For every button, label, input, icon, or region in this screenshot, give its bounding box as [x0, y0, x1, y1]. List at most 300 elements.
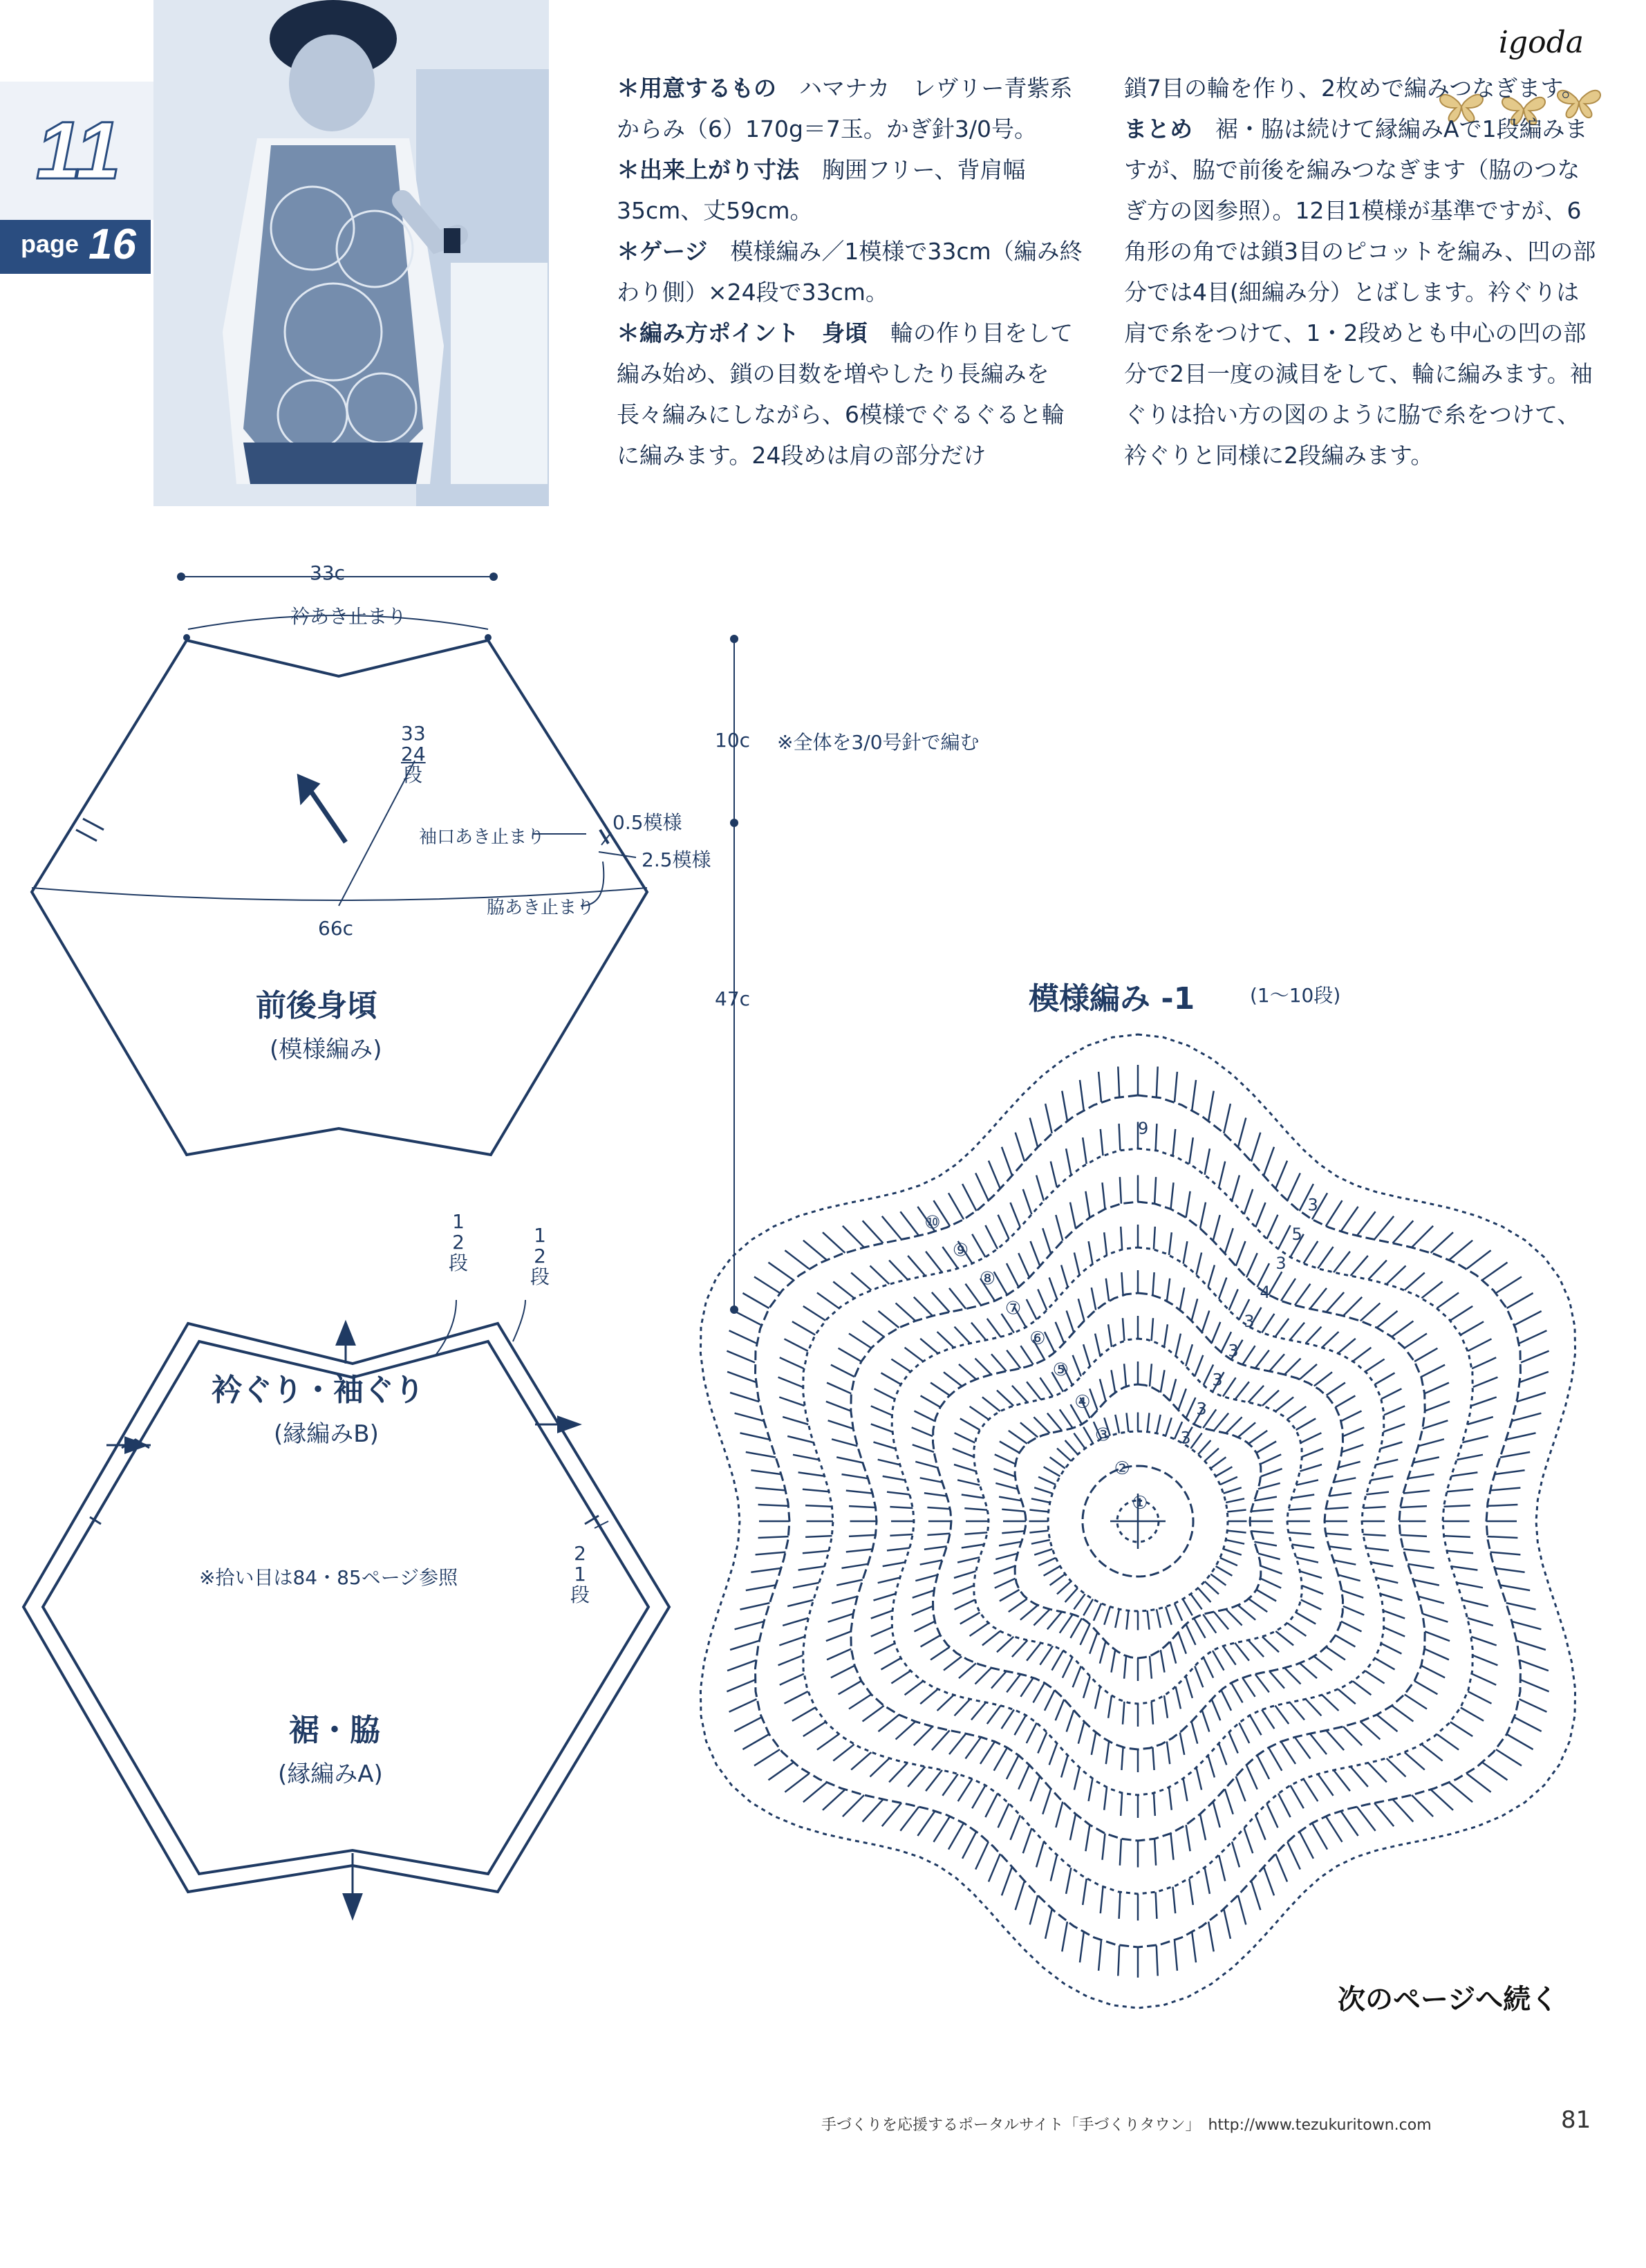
- chart-stitch: [1208, 1756, 1215, 1778]
- chart-stitch: [849, 1506, 876, 1507]
- chart-stitch: [1157, 1609, 1161, 1628]
- chart-stitch: [1186, 1397, 1196, 1418]
- chart-stitch: [975, 1359, 991, 1375]
- chart-stitch: [1101, 1887, 1103, 1913]
- chart-stitch: [1083, 1427, 1093, 1444]
- chart-stitch: [803, 1551, 829, 1554]
- chart-stitch: [1198, 1588, 1210, 1602]
- chart-stitch: [905, 1348, 924, 1361]
- chart-stitch: [1251, 1531, 1274, 1533]
- continue-next-page: 次のページへ続く: [1338, 1984, 1559, 2016]
- chart-stitch: [1327, 1383, 1345, 1395]
- chart-stitch: [1238, 1606, 1255, 1620]
- chart-stitch: [1216, 1467, 1233, 1476]
- chart-stitch: [1290, 1702, 1304, 1720]
- chart-stitch: [1384, 1628, 1405, 1637]
- chart-stitch: [1210, 1457, 1226, 1468]
- chart-stitch: [993, 1566, 1015, 1574]
- chart-stitch: [920, 1560, 942, 1564]
- chart-stitch: [843, 1226, 864, 1247]
- chart-stitch: [1154, 1793, 1155, 1816]
- chart-stitch: [1266, 1803, 1278, 1828]
- chart-stitch: [1425, 1649, 1449, 1660]
- chart-stitch: [851, 1752, 871, 1769]
- chart-stitch: [994, 1272, 1007, 1294]
- chart-stitch: [985, 1225, 998, 1249]
- chart-stitch: [982, 1397, 1000, 1412]
- chart-stitch: [1425, 1631, 1450, 1641]
- chart-stitch: [1067, 1710, 1074, 1731]
- chart-stitch: [896, 1303, 916, 1321]
- chart-stitch: [1044, 1467, 1060, 1476]
- chart-stitch: [1284, 1359, 1300, 1375]
- chart-stitch: [1314, 1372, 1332, 1386]
- chart-stitch: [1506, 1603, 1536, 1610]
- chart-stitch: [937, 1332, 954, 1348]
- chart-stitch: [1326, 1200, 1343, 1226]
- chart-stitch: [1296, 1557, 1318, 1562]
- chart-stitch: [1351, 1767, 1368, 1787]
- neck-armhole-subtitle: (縁編みB): [274, 1420, 379, 1448]
- chart-stitch: [1471, 1637, 1496, 1646]
- chart-stitch: [1300, 1571, 1322, 1578]
- chart-stitch: [826, 1402, 851, 1411]
- chart-stitch: [1208, 1922, 1214, 1951]
- chart-stitch: [1212, 1322, 1221, 1344]
- chart-stitch: [1371, 1562, 1394, 1566]
- chart-stitch: [1381, 1594, 1403, 1601]
- chart-stitch: [793, 1583, 819, 1588]
- chart-stitch: [879, 1715, 899, 1731]
- chart-stitch: [1326, 1507, 1349, 1509]
- chart-stitch: [1334, 1478, 1356, 1482]
- chart-stitch: [1238, 1118, 1246, 1148]
- chart-stitch: [1407, 1474, 1434, 1478]
- chart-stitch: [1495, 1568, 1525, 1572]
- chart-stitch: [1423, 1614, 1448, 1622]
- chart-stitch: [975, 1842, 989, 1870]
- chart-stitch: [1192, 1722, 1198, 1744]
- chart-stitch: [1376, 1578, 1398, 1583]
- chart-stitch: [995, 1454, 1016, 1464]
- chart-stitch: [1169, 1787, 1172, 1810]
- chart-stitch: [1148, 1413, 1150, 1431]
- chart-stitch: [1407, 1564, 1434, 1568]
- chart-stitch: [1375, 1373, 1395, 1385]
- chart-stitch: [1062, 1922, 1067, 1951]
- chart-stitch: [1020, 1606, 1038, 1620]
- chart-stitch: [803, 1722, 825, 1736]
- chart-stitch: [1257, 1442, 1277, 1453]
- chart-stitch: [1038, 1732, 1047, 1753]
- chart-stitch: [908, 1256, 925, 1276]
- chart-stitch: [1262, 1314, 1274, 1333]
- chart-round-label: ⑨: [952, 1240, 969, 1261]
- chart-stitch: [863, 1799, 883, 1821]
- chart-stitch: [1049, 1278, 1057, 1299]
- chart-stitch: [1027, 1723, 1037, 1744]
- chart-stitch: [1258, 1483, 1280, 1489]
- chart-stitch: [1519, 1330, 1547, 1344]
- chart-stitch: [1157, 1415, 1161, 1433]
- model-photo: [153, 0, 549, 506]
- chart-stitch: [1403, 1491, 1430, 1494]
- chart-stitch: [1214, 1413, 1228, 1431]
- chart-stitch: [1496, 1276, 1522, 1293]
- chart-stitch: [1296, 1480, 1318, 1485]
- chart-stitch: [1368, 1261, 1387, 1280]
- chart-stitch: [754, 1276, 780, 1293]
- chart-stitch: [1104, 1787, 1107, 1810]
- chart-stitch: [1329, 1493, 1352, 1496]
- chart-stitch: [1023, 1828, 1032, 1853]
- chart-stitch: [1334, 1770, 1350, 1791]
- chart-stitch: [1123, 1702, 1124, 1725]
- chart-stitch: [831, 1365, 854, 1377]
- chart-stitch: [1060, 1409, 1073, 1428]
- chart-stitch: [994, 1747, 1007, 1770]
- chart-chain-count: 9: [1138, 1119, 1149, 1138]
- chart-stitch: [1060, 1615, 1073, 1633]
- chart-stitch: [1287, 1173, 1300, 1201]
- chart-stitch: [1351, 1256, 1368, 1276]
- chart-stitch: [1291, 1785, 1304, 1808]
- chart-stitch: [1012, 1386, 1028, 1402]
- chart-stitch: [769, 1263, 794, 1280]
- chart-stitch: [1121, 1793, 1122, 1816]
- chart-stitch: [995, 1483, 1018, 1489]
- chart-chain-count: 3: [1244, 1312, 1255, 1332]
- chart-stitch: [792, 1321, 815, 1335]
- chart-stitch: [785, 1691, 808, 1704]
- chart-stitch: [989, 1854, 1000, 1882]
- chart-stitch: [1462, 1436, 1488, 1442]
- chart-stitch: [1490, 1488, 1521, 1491]
- chart-stitch: [1007, 1756, 1019, 1779]
- chart-stitch: [1500, 1585, 1530, 1590]
- chart-stitch: [1119, 1892, 1121, 1919]
- chart-stitch: [1227, 1510, 1246, 1512]
- chart-stitch: [742, 1293, 769, 1308]
- chart-stitch: [1451, 1472, 1477, 1476]
- chart-stitch: [1152, 1747, 1154, 1770]
- chart-stitch: [805, 1505, 832, 1507]
- chart-stitch: [1074, 1767, 1080, 1790]
- chart-stitch: [1009, 1599, 1027, 1612]
- chart-stitch: [1306, 1699, 1322, 1716]
- chart-stitch: [1258, 1554, 1280, 1560]
- chart-chain-count: 5: [1291, 1224, 1302, 1244]
- chart-stitch: [1156, 1892, 1157, 1919]
- chart-stitch: [1219, 1855, 1225, 1881]
- chart-stitch: [785, 1250, 809, 1269]
- chart-stitch: [827, 1649, 851, 1660]
- chart-stitch: [1449, 1783, 1472, 1802]
- chart-stitch: [1030, 1118, 1038, 1148]
- chart-stitch: [1318, 1774, 1333, 1796]
- chart-stitch: [1092, 1288, 1096, 1310]
- chart-stitch: [875, 1644, 895, 1654]
- chart-stitch: [1262, 1710, 1274, 1729]
- chart-stitch: [1360, 1722, 1381, 1740]
- chart-stitch: [1229, 1290, 1238, 1310]
- chart-stitch: [1340, 1207, 1358, 1231]
- chart-stitch: [1287, 1623, 1306, 1636]
- chart-stitch: [828, 1614, 854, 1622]
- chart-stitch: [874, 1442, 896, 1449]
- chart-stitch: [1334, 1560, 1356, 1564]
- chart-stitch: [1031, 1540, 1050, 1544]
- chart-stitch: [833, 1745, 854, 1761]
- chart-stitch: [1205, 1449, 1219, 1461]
- chart-stitch: [785, 1339, 808, 1351]
- chart-stitch: [1375, 1658, 1395, 1670]
- neck-armhole-title: 衿ぐり・袖ぐり: [212, 1373, 424, 1408]
- chart-stitch: [1275, 1161, 1287, 1189]
- chart-stitch: [1213, 1802, 1220, 1828]
- chart-stitch: [1255, 1350, 1269, 1368]
- chart-stitch: [785, 1774, 809, 1792]
- chart-stitch: [1040, 1646, 1053, 1664]
- chart-stitch: [921, 1635, 941, 1647]
- chart-stitch: [1269, 1747, 1282, 1770]
- instructions-column-2: [1124, 68, 1598, 476]
- chart-stitch: [1461, 1708, 1484, 1721]
- chart-stitch: [1506, 1433, 1536, 1440]
- chart-stitch: [1374, 1803, 1394, 1827]
- chart-stitch: [1034, 1417, 1049, 1433]
- chart-stitch: [1248, 1599, 1267, 1612]
- chart-round-label: ①: [1132, 1493, 1148, 1514]
- chart-stitch: [1235, 1382, 1249, 1400]
- chart-stitch: [1186, 1624, 1196, 1645]
- chart-round-label: ③: [1094, 1424, 1112, 1446]
- chart-stitch: [1213, 1651, 1224, 1671]
- chart-stitch: [871, 1628, 892, 1637]
- chart-stitch: [1336, 1635, 1356, 1647]
- chart-stitch: [1278, 1794, 1291, 1817]
- width-top-label: 33c: [310, 561, 346, 584]
- chart-stitch: [1515, 1718, 1542, 1731]
- chart-stitch: [1030, 1895, 1038, 1925]
- chart-stitch: [1101, 1129, 1103, 1155]
- chart-stitch: [1300, 1465, 1322, 1471]
- chart-stitch: [955, 1699, 971, 1716]
- chart-stitch: [1108, 1324, 1112, 1347]
- chart-stitch: [1419, 1597, 1444, 1604]
- chart-stitch: [1098, 1940, 1101, 1971]
- chart-stitch: [803, 1240, 827, 1260]
- chart-stitch: [1154, 1177, 1156, 1204]
- chart-stitch: [817, 1734, 839, 1749]
- chart-stitch: [1152, 1272, 1154, 1295]
- chart-stitch: [1104, 1232, 1107, 1255]
- chart-stitch: [1083, 1344, 1090, 1366]
- chart-round-label: ⑧: [979, 1268, 996, 1290]
- chart-stitch: [1483, 1763, 1508, 1780]
- chart-stitch: [729, 1330, 757, 1344]
- chart-stitch: [949, 1733, 966, 1754]
- chart-stitch: [1070, 1814, 1076, 1841]
- needle-note: ※全体を3/0号針で編む: [777, 731, 980, 754]
- chart-stitch: [1124, 1364, 1126, 1386]
- chart-stitch: [1036, 1175, 1044, 1201]
- chart-stitch: [1334, 1252, 1350, 1272]
- chart-stitch: [1387, 1758, 1406, 1777]
- chart-stitch: [1152, 1318, 1153, 1341]
- chart-stitch: [1225, 1789, 1233, 1814]
- chart-stitch: [839, 1681, 861, 1694]
- chart-stitch: [966, 1737, 982, 1758]
- chart-stitch: [960, 1419, 980, 1431]
- sleeve-open-label: 袖口あき止まり: [419, 827, 545, 848]
- chart-stitch: [1221, 1690, 1231, 1711]
- body-subtitle: (模様編み): [270, 1036, 382, 1063]
- chart-stitch: [1244, 1189, 1253, 1214]
- chart-stitch: [1202, 1311, 1210, 1332]
- chart-chain-count: 3: [1196, 1399, 1207, 1419]
- chart-stitch: [1393, 1799, 1414, 1821]
- chart-chain-count: 3: [1228, 1341, 1239, 1361]
- chart-stitch: [1437, 1293, 1459, 1308]
- chart-stitch: [1304, 1241, 1318, 1263]
- chart-stitch: [980, 1742, 995, 1764]
- chart-stitch: [1236, 1241, 1246, 1266]
- chart-stitch: [1431, 1232, 1453, 1253]
- chart-stitch: [924, 1493, 947, 1496]
- chart-stitch: [1080, 1933, 1084, 1963]
- chart-stitch: [842, 1474, 868, 1478]
- chart-stitch: [1192, 1080, 1196, 1110]
- chart-stitch: [1029, 1531, 1048, 1533]
- chart-stitch: [1175, 1940, 1177, 1971]
- chart-stitch: [1301, 1433, 1322, 1442]
- chart-stitch: [1468, 1618, 1493, 1626]
- chart-stitch: [991, 1671, 1007, 1689]
- chart-stitch: [1011, 1202, 1020, 1227]
- chart-stitch: [1190, 1433, 1201, 1449]
- chart-stitch: [927, 1534, 950, 1535]
- chart-stitch: [1118, 1067, 1119, 1097]
- chart-stitch: [1329, 1546, 1352, 1549]
- chart-stitch: [1301, 1600, 1322, 1610]
- chart-stitch: [778, 1655, 803, 1665]
- chart-stitch: [746, 1452, 776, 1458]
- chart-stitch: [1414, 1348, 1437, 1361]
- chart-stitch: [756, 1488, 786, 1491]
- chart-stitch: [734, 1311, 761, 1325]
- chart-stitch: [729, 1699, 757, 1712]
- edge-b-rows-label-2: 1 2 段: [530, 1224, 550, 1288]
- chart-round-label: ⑤: [1052, 1359, 1069, 1381]
- chart-round-label: ②: [1114, 1458, 1130, 1480]
- chart-stitch: [1483, 1263, 1508, 1280]
- chart-stitch: [1104, 1607, 1110, 1625]
- chart-stitch: [1251, 1881, 1260, 1910]
- chart-stitch: [1051, 1855, 1057, 1881]
- chart-stitch: [1423, 1420, 1448, 1429]
- chart-stitch: [1507, 1734, 1533, 1749]
- chart-stitch: [1002, 1147, 1012, 1175]
- chart-stitch: [1192, 1933, 1196, 1963]
- chart-stitch: [1327, 1647, 1345, 1660]
- chart-stitch: [1314, 1657, 1332, 1671]
- chart-stitch: [1157, 1946, 1158, 1976]
- chart-stitch: [1080, 1080, 1084, 1110]
- chart-stitch: [1212, 1700, 1221, 1721]
- chart-stitch: [1195, 1355, 1203, 1377]
- chart-stitch: [1121, 1227, 1122, 1249]
- chart-stitch: [1421, 1666, 1445, 1678]
- chart-stitch: [1450, 1722, 1472, 1736]
- chart-stitch: [1061, 1756, 1067, 1778]
- chart-stitch: [896, 1722, 916, 1740]
- chart-stitch: [1266, 1215, 1278, 1239]
- chart-stitch: [1205, 1581, 1219, 1594]
- chart-stitch: [1226, 1540, 1244, 1544]
- chart-stitch: [1275, 1397, 1293, 1412]
- chart-stitch: [1383, 1424, 1405, 1431]
- chart-stitch: [1115, 1415, 1119, 1433]
- chart-stitch: [870, 1758, 890, 1777]
- chart-stitch: [1176, 1334, 1181, 1356]
- chart-stitch: [972, 1785, 985, 1808]
- chart-stitch: [970, 1623, 989, 1636]
- chart-stitch: [999, 1497, 1022, 1501]
- chart-stitch: [1009, 1431, 1027, 1444]
- chart-stitch: [997, 1637, 1013, 1652]
- chart-stitch: [1194, 1618, 1206, 1638]
- chart-stitch: [1120, 1177, 1121, 1204]
- side-open-label: 脇あき止まり: [487, 898, 595, 918]
- chart-stitch: [1118, 1946, 1119, 1976]
- chart-stitch: [1161, 1650, 1165, 1673]
- chart-stitch: [1377, 1715, 1398, 1731]
- chart-stitch: [958, 1779, 973, 1801]
- chart-stitch: [735, 1413, 765, 1421]
- chart-stitch: [1444, 1536, 1470, 1537]
- chart-stitch: [1366, 1492, 1389, 1495]
- chart-stitch: [783, 1417, 808, 1424]
- chart-stitch: [915, 1411, 935, 1422]
- chart-stitch: [1421, 1365, 1445, 1377]
- chart-stitch: [734, 1718, 761, 1731]
- chart-stitch: [836, 1457, 863, 1462]
- chart-stitch: [1264, 1867, 1274, 1895]
- chart-stitch: [1074, 1433, 1085, 1449]
- chart-stitch: [1023, 1189, 1032, 1214]
- chart-stitch: [1226, 1417, 1242, 1433]
- chart-stitch: [740, 1433, 770, 1440]
- chart-stitch: [1248, 1386, 1264, 1402]
- chart-stitch: [1074, 1594, 1085, 1609]
- chart-stitch: [735, 1621, 765, 1629]
- chart-stitch: [871, 1610, 892, 1618]
- chart-stitch: [1236, 1776, 1246, 1801]
- chart-stitch: [1034, 1487, 1052, 1494]
- chart-stitch: [999, 1542, 1022, 1546]
- chart-stitch: [1357, 1807, 1376, 1831]
- crochet-chart: [654, 1037, 1622, 2005]
- chart-stitch: [1338, 1689, 1356, 1704]
- chart-stitch: [1179, 1388, 1186, 1410]
- chart-stitch: [960, 1612, 980, 1624]
- chart-stitch: [944, 1372, 962, 1386]
- chart-stitch: [1186, 1344, 1193, 1366]
- chart-stitch: [912, 1606, 933, 1615]
- chart-stitch: [1002, 1509, 1025, 1512]
- chart-stitch: [1227, 1531, 1246, 1533]
